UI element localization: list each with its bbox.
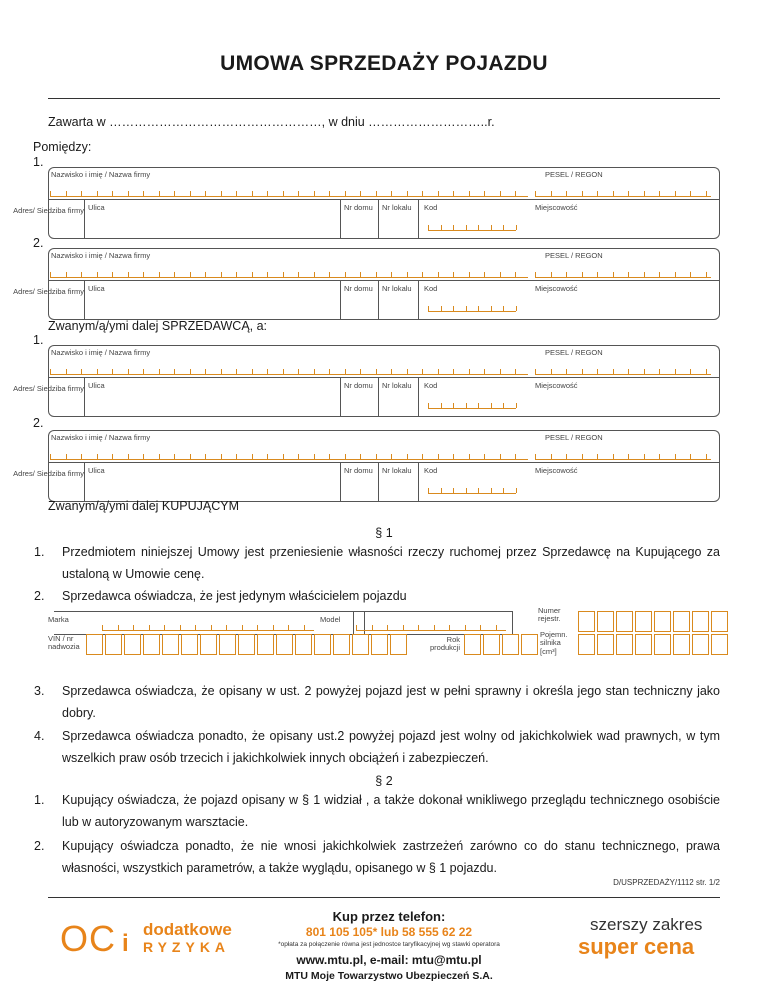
- miejscowosc-label: Miejscowość: [535, 381, 578, 390]
- name-field[interactable]: [50, 369, 528, 375]
- model-field[interactable]: [356, 625, 506, 631]
- pesel-label: PESEL / REGON: [545, 170, 603, 179]
- numer-boxes[interactable]: [578, 611, 730, 632]
- document-reference: D/USPRZEDAŻY/1112 str. 1/2: [613, 878, 720, 887]
- ulica-label: Ulica: [88, 284, 105, 293]
- zawarta-line: Zawarta w ……………………………………………, w dniu ………………………..r.: [48, 115, 495, 129]
- company-name: MTU Moje Towarzystwo Ubezpieczeń S.A.: [285, 970, 493, 982]
- vin-boxes[interactable]: [86, 634, 409, 655]
- kod-label: Kod: [424, 381, 438, 390]
- pomiedzy-label: Pomiędzy:: [33, 140, 92, 154]
- s1-paragraph-1: 1. Przedmiotem niniejszej Umowy jest przeniesienie własności rzeczy ruchomej przez Sprzedawcę na Kupującego za ustaloną w Umowie cenę.: [34, 545, 720, 581]
- oc-logo: OC i: [60, 918, 129, 959]
- s2-paragraph-2: 2. Kupujący oświadcza ponadto, że nie wnosi jakichkolwiek zastrzeżeń zarówno co do stanu technicznego, prawa własności, wszystkich parametrów, a także wyglądu, opisanego w § 1 pojazdu.: [34, 839, 720, 875]
- pesel-field[interactable]: [535, 191, 711, 197]
- pesel-field[interactable]: [535, 369, 711, 375]
- s2-paragraph-1: 1. Kupujący oświadcza, że pojazd opisany w § 1 widział , a także dokonał wnikliwego przeglądu technicznego osobiście lub w autoryzowanym warsztacie.: [34, 793, 720, 829]
- nr-domu-label: Nr domu: [344, 203, 373, 212]
- name-field[interactable]: [50, 454, 528, 460]
- buyer-2-number: 2.: [33, 416, 44, 430]
- model-label: Model: [320, 615, 341, 624]
- kod-field[interactable]: [428, 488, 516, 494]
- ulica-label: Ulica: [88, 381, 105, 390]
- kod-field[interactable]: [428, 306, 516, 312]
- name-label: Nazwisko i imię / Nazwa firmy: [51, 170, 151, 179]
- pojemnosc-boxes[interactable]: [578, 634, 730, 655]
- seller-2-form[interactable]: [13, 248, 720, 320]
- marka-field[interactable]: [102, 625, 314, 631]
- marka-label: Marka: [48, 615, 69, 624]
- kod-label: Kod: [424, 284, 438, 293]
- vehicle-table[interactable]: [48, 606, 720, 656]
- phone-numbers[interactable]: 801 105 105* lub 58 555 62 22: [305, 925, 473, 939]
- ulica-label: Ulica: [88, 466, 105, 475]
- name-label: Nazwisko i imię / Nazwa firmy: [51, 433, 151, 442]
- nr-domu-label: Nr domu: [344, 466, 373, 475]
- name-label: Nazwisko i imię / Nazwa firmy: [51, 251, 151, 260]
- seller-2-number: 2.: [33, 236, 44, 250]
- rok-boxes[interactable]: [464, 634, 540, 655]
- name-label: Nazwisko i imię / Nazwa firmy: [51, 348, 151, 357]
- nr-domu-label: Nr domu: [344, 284, 373, 293]
- nr-domu-label: Nr domu: [344, 381, 373, 390]
- s1-paragraph-3: 3. Sprzedawca oświadcza, że opisany w ust. 2 powyżej pojazd jest w pełni sprawny i określa jego stan techniczny jako dobry.: [34, 684, 720, 720]
- adres-label: Adres/ Siedziba firmy: [13, 469, 84, 478]
- pesel-field[interactable]: [535, 454, 711, 460]
- nr-lokalu-label: Nr lokalu: [382, 381, 412, 390]
- adres-label: Adres/ Siedziba firmy: [13, 206, 84, 215]
- miejscowosc-label: Miejscowość: [535, 284, 578, 293]
- nr-lokalu-label: Nr lokalu: [382, 203, 412, 212]
- adres-label: Adres/ Siedziba firmy: [13, 384, 84, 393]
- page-title: UMOWA SPRZEDAŻY POJAZDU: [220, 52, 548, 75]
- buyer-1-number: 1.: [33, 333, 44, 347]
- seller-1-form[interactable]: [13, 167, 720, 239]
- kod-label: Kod: [424, 203, 438, 212]
- ulica-label: Ulica: [88, 203, 105, 212]
- kod-label: Kod: [424, 466, 438, 475]
- kup-heading: Kup przez telefon:: [332, 909, 446, 924]
- name-field[interactable]: [50, 272, 528, 278]
- ryzyka-text: RYZYKA: [143, 939, 231, 955]
- section-2-heading: § 2: [375, 774, 393, 788]
- s1-paragraph-2: 2. Sprzedawca oświadcza, że jest jedynym właścicielem pojazdu: [34, 589, 407, 603]
- rok-label: Rok produkcji: [429, 635, 460, 653]
- szerszy-zakres-text: szerszy zakres: [590, 915, 703, 934]
- buyer-2-form[interactable]: [13, 430, 720, 502]
- pesel-label: PESEL / REGON: [545, 348, 603, 357]
- numer-label: Numer rejestr.: [538, 606, 561, 624]
- seller-1-number: 1.: [33, 155, 44, 169]
- section-1-heading: § 1: [375, 526, 393, 540]
- miejscowosc-label: Miejscowość: [535, 203, 578, 212]
- s1-paragraph-4: 4. Sprzedawca oświadcza ponadto, że opisany ust.2 powyżej pojazd jest wolny od jakichkolwiek wad prawnych, w tym wszelkich praw osób trzecich i jakichkolwiek innych obciążeń i zabezpieczeń.: [34, 729, 720, 765]
- nr-lokalu-label: Nr lokalu: [382, 284, 412, 293]
- kod-field[interactable]: [428, 403, 516, 409]
- adres-label: Adres/ Siedziba firmy: [13, 287, 84, 296]
- title-divider: [48, 98, 720, 99]
- nr-lokalu-label: Nr lokalu: [382, 466, 412, 475]
- name-field[interactable]: [50, 191, 528, 197]
- dodatkowe-text: dodatkowe: [143, 920, 232, 939]
- pesel-label: PESEL / REGON: [545, 433, 603, 442]
- phone-note: *opłata za połączenie równa jest jednostce taryfikacyjnej wg stawki operatora: [278, 941, 500, 948]
- super-cena-text: super cena: [578, 934, 695, 959]
- buyer-1-form[interactable]: [13, 345, 720, 417]
- vin-label: VIN / nr nadwozia: [48, 634, 80, 652]
- buyer-definition: Zwanym/ą/ymi dalej KUPUJĄCYM: [48, 499, 240, 513]
- kod-field[interactable]: [428, 225, 516, 231]
- pesel-label: PESEL / REGON: [545, 251, 603, 260]
- web-email[interactable]: www.mtu.pl, e-mail: mtu@mtu.pl: [296, 953, 482, 967]
- miejscowosc-label: Miejscowość: [535, 466, 578, 475]
- seller-definition: Zwanym/ą/ymi dalej SPRZEDAWCĄ, a:: [48, 319, 268, 333]
- pojemnosc-label: Pojemn. silnika [cm³]: [540, 630, 568, 656]
- footer-divider: [48, 897, 720, 898]
- pesel-field[interactable]: [535, 272, 711, 278]
